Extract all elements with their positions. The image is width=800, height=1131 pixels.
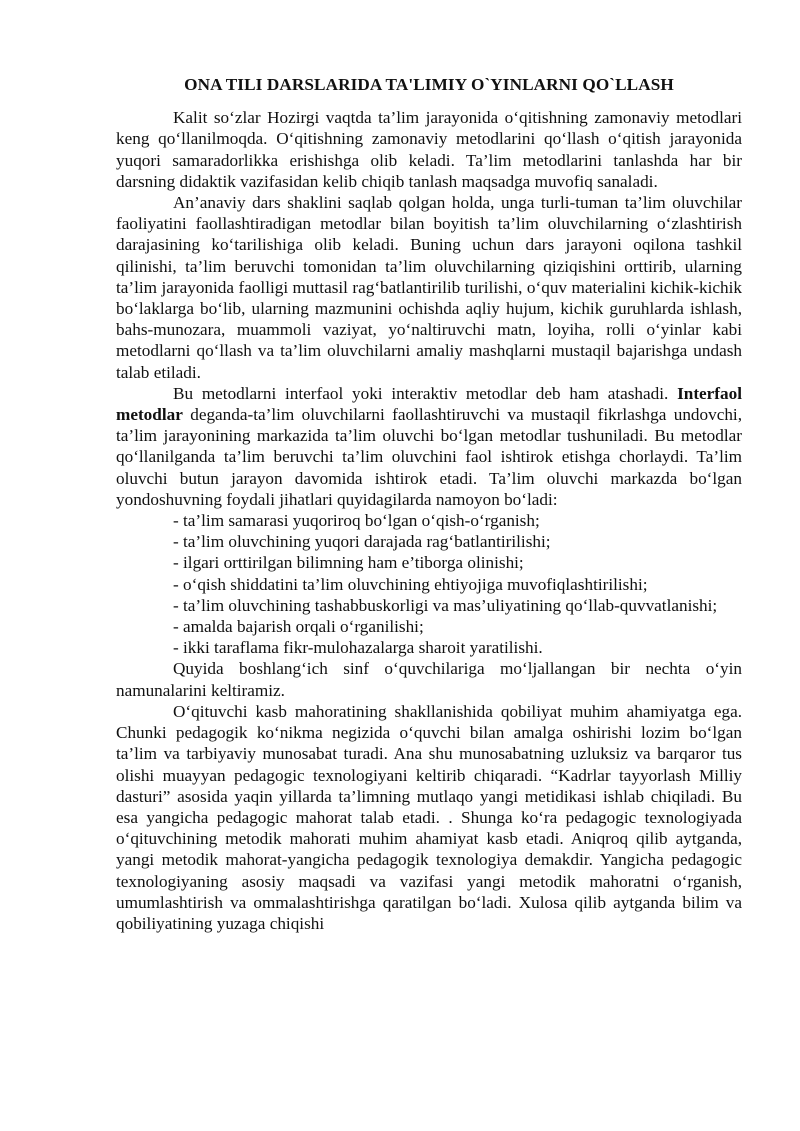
list-item-4: - o‘qish shiddatini ta’lim oluvchining ehtiyojiga muvofiqlashtirilishi; bbox=[173, 574, 648, 594]
list-item-5: - ta’lim oluvchining tashabbuskorligi va mas’uliyatining qo‘llab-quvvatlanishi; bbox=[173, 595, 718, 615]
term-interfaol-metodlar: Interfaol metodlar bbox=[116, 383, 742, 425]
paragraph-traditional-lesson: An’anaviy dars shaklini saqlab qolgan holda, unga turli-tuman ta’lim oluvchilar faoliyatini faollashtiradigan metodlar bilan boyitish ta’lim oluvchilarning o‘zlashtirish darajasining ko‘tarilishiga olib keladi. Buning uchun dars jarayoni oqilona tashkil qilinishi, ta’lim beruvchi tomonidan ta’lim oluvchilarning qiziqishini orttirib, ularning ta’lim jarayonida faolligi muttasil rag‘batlantirilib turilishi, o‘quv materialini kichik-kichik bo‘laklarga bo‘lib, ularning mazmunini ochishda aqliy hujum, kichik guruhlarda ishlash, bahs-munozara, muammoli vaziyat, yo‘naltiruvchi matn, loyiha, rolli o‘yinlar kabi metodlarni qo‘llash va ta’lim oluvchilarni amaliy mashqlarni mustaqil bajarishga undash talab etiladi. bbox=[116, 193, 742, 382]
list-item-7: - ikki taraflama fikr-mulohazalarga sharoit yaratilishi. bbox=[173, 638, 543, 658]
paragraph-interactive-methods bbox=[116, 383, 742, 510]
list-item-1: - ta’lim samarasi yuqoriroq bo‘lgan o‘qish-o‘rganish; bbox=[173, 511, 540, 531]
paragraph-teacher-skill: O‘qituvchi kasb mahoratining shakllanishida qobiliyat muhim ahamiyatga ega. Chunki pedagogik ko‘nikma negizida o‘quvchi bilan amalga oshirishi lozim bo‘lgan ta’lim va tarbiyaviy munosabat turadi. Ana shu munosabatning uzluksiz va barqaror tus olishi muayyan pedagogic texnologiyani keltirib chiqaradi. “Kadrlar tayyorlash Milliy dasturi” asosida yaqin yillarda ta’limning mutlaqo yangi metidikasi ishlab chiqiladi. Bu esa yangicha pedagogic mahorat talab etadi. . Shunga ko‘ra pedagogic texnologiyada o‘qituvchining metodik mahorati muhim ahamiyat kasb etadi. Aniqroq qilib aytganda, yangi metodik mahorat-yangicha pedagogik texnologiya demakdir. Yangicha pedagogic texnologiyaning asosiy maqsadi va vazifasi yangi metodik mahoratni o‘rganish, umumlashtirish va ommalashtirishga qaratilgan bo‘ladi. Xulosa qilib aytganda bilim va qobiliyatining yuzaga chiqishi bbox=[116, 701, 742, 933]
paragraph-interactive-start: Bu metodlarni interfaol yoki interaktiv metodlar deb ham atashadi. bbox=[173, 383, 669, 403]
document-title: ONA TILI DARSLARIDA TA'LIMIY O`YINLARNI QO`LLASH bbox=[184, 75, 674, 94]
list-item-6: - amalda bajarish orqali o‘rganilishi; bbox=[173, 617, 424, 637]
document-page bbox=[116, 74, 742, 934]
paragraph-keywords: Kalit so‘zlar Hozirgi vaqtda ta’lim jarayonida o‘qitishning zamonaviy metodlari keng qo‘llanilmoqda. O‘qitishning zamonaviy metodlarini qo‘llash o‘qitish jarayonida yuqori samaradorlikka erishishga olib keladi. Ta’lim metodlarini tanlashda har bir darsning didaktik vazifasidan kelib chiqib tanlash maqsadga muvofiq sanaladi. bbox=[116, 108, 742, 191]
list-item-3: - ilgari orttirilgan bilimning ham e’tiborga olinishi; bbox=[173, 553, 524, 573]
paragraph-interactive-rest: deganda-ta’lim oluvchilarni faollashtiruvchi va mustaqil fikrlashga undovchi, ta’lim jarayonining markazida ta’lim oluvchi bo‘lgan metodlar tushuniladi. Bu metodlar qo‘llanilganda ta’lim beruvchi ta’lim oluvchini faol ishtirok etishga chorlaydi. Ta’lim oluvchi butun jarayon davomida ishtirok etadi. Ta’lim oluvchi markazda bo‘lgan yondoshuvning foydali jihatlari quyidagilarda namoyon bo‘ladi: bbox=[116, 405, 743, 509]
list-item-2: - ta’lim oluvchining yuqori darajada rag‘batlantirilishi; bbox=[173, 532, 551, 552]
paragraph-game-examples: Quyida boshlang‘ich sinf o‘quvchilariga mo‘ljallangan bir nechta o‘yin namunalarini keltiramiz. bbox=[116, 659, 742, 700]
